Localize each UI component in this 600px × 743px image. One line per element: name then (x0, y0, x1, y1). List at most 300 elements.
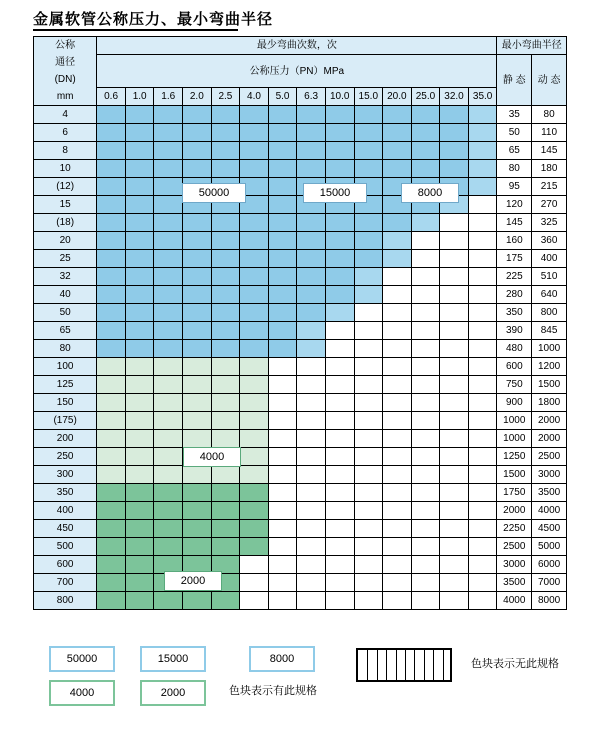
spec-cell (325, 322, 354, 340)
spec-cell (440, 304, 469, 322)
spec-cell (97, 286, 126, 304)
pn-header: 公称压力（PN）MPa (97, 55, 497, 88)
pn-value-header: 32.0 (440, 88, 469, 106)
spec-cell (97, 592, 126, 610)
dynamic-radius-cell: 400 (532, 250, 567, 268)
dynamic-radius-cell: 6000 (532, 556, 567, 574)
spec-cell (383, 124, 412, 142)
spec-cell (240, 592, 269, 610)
spec-cell (268, 214, 297, 232)
table-row (34, 412, 567, 430)
spec-cell (240, 466, 269, 484)
spec-cell (468, 484, 497, 502)
table-row (34, 142, 567, 160)
table-head (34, 37, 567, 106)
spec-cell (125, 448, 154, 466)
dynamic-radius-cell: 80 (532, 106, 567, 124)
legend (33, 636, 567, 716)
spec-cell (154, 448, 183, 466)
spec-cell (240, 430, 269, 448)
dynamic-radius-cell: 1000 (532, 340, 567, 358)
static-radius-cell: 95 (497, 178, 532, 196)
table-row (34, 394, 567, 412)
spec-cell (268, 322, 297, 340)
static-radius-cell: 4000 (497, 592, 532, 610)
spec-cell (354, 574, 383, 592)
dynamic-radius-cell: 3500 (532, 484, 567, 502)
spec-cell (97, 322, 126, 340)
spec-cell (354, 142, 383, 160)
spec-cell (240, 574, 269, 592)
spec-cell (297, 358, 326, 376)
dn-header-line2: 通径 (55, 57, 76, 68)
spec-cell (440, 484, 469, 502)
spec-cell (268, 358, 297, 376)
spec-cell (440, 520, 469, 538)
spec-cell (440, 430, 469, 448)
spec-cell (268, 304, 297, 322)
overlay-value-label: 8000 (401, 183, 459, 203)
spec-cell (125, 502, 154, 520)
spec-cell (183, 484, 212, 502)
spec-cell (468, 412, 497, 430)
spec-cell (268, 250, 297, 268)
static-radius-cell: 35 (497, 106, 532, 124)
static-radius-cell: 2250 (497, 520, 532, 538)
spec-cell (354, 502, 383, 520)
spec-cell (183, 322, 212, 340)
spec-cell (354, 376, 383, 394)
spec-cell (468, 214, 497, 232)
spec-cell (411, 160, 440, 178)
spec-cell (240, 142, 269, 160)
pn-value-header: 15.0 (354, 88, 383, 106)
spec-cell (468, 592, 497, 610)
spec-cell (325, 394, 354, 412)
spec-cell (411, 412, 440, 430)
header-row-1 (34, 37, 567, 55)
spec-cell (354, 340, 383, 358)
spec-cell (383, 142, 412, 160)
spec-cell (97, 556, 126, 574)
table-row (34, 466, 567, 484)
spec-cell (211, 232, 240, 250)
spec-cell (325, 160, 354, 178)
spec-cell (97, 124, 126, 142)
legend-swatch: 8000 (249, 646, 315, 672)
spec-cell (468, 160, 497, 178)
spec-cell (268, 502, 297, 520)
spec-cell (183, 340, 212, 358)
spec-cell (297, 160, 326, 178)
spec-cell (411, 574, 440, 592)
spec-cell (211, 268, 240, 286)
dynamic-radius-cell: 145 (532, 142, 567, 160)
spec-cell (383, 448, 412, 466)
spec-cell (440, 142, 469, 160)
spec-cell (468, 268, 497, 286)
dynamic-radius-cell: 2000 (532, 412, 567, 430)
spec-cell (240, 340, 269, 358)
spec-cell (211, 538, 240, 556)
static-radius-cell: 145 (497, 214, 532, 232)
spec-cell (468, 448, 497, 466)
legend-swatch: 2000 (140, 680, 206, 706)
spec-cell (97, 502, 126, 520)
static-radius-cell: 600 (497, 358, 532, 376)
spec-cell (297, 106, 326, 124)
spec-cell (297, 520, 326, 538)
spec-cell (125, 268, 154, 286)
static-radius-cell: 750 (497, 376, 532, 394)
table-body (34, 106, 567, 610)
spec-cell (268, 466, 297, 484)
spec-cell (383, 466, 412, 484)
spec-cell (154, 106, 183, 124)
spec-cell (411, 430, 440, 448)
spec-cell (297, 340, 326, 358)
spec-cell (154, 232, 183, 250)
table-row (34, 592, 567, 610)
spec-cell (154, 358, 183, 376)
spec-cell (211, 322, 240, 340)
spec-cell (268, 178, 297, 196)
static-radius-cell: 1000 (497, 412, 532, 430)
spec-cell (411, 556, 440, 574)
spec-cell (154, 160, 183, 178)
spec-cell (325, 232, 354, 250)
header-row-2 (34, 55, 567, 88)
table-row (34, 538, 567, 556)
spec-cell (154, 394, 183, 412)
spec-cell (325, 250, 354, 268)
legend-note-color: 色块表示有此规格 (229, 685, 317, 697)
spec-cell (383, 340, 412, 358)
legend-swatch: 15000 (140, 646, 206, 672)
spec-cell (154, 466, 183, 484)
spec-cell (268, 340, 297, 358)
spec-cell (268, 232, 297, 250)
spec-cell (97, 412, 126, 430)
spec-cell (440, 394, 469, 412)
pn-value-header: 5.0 (268, 88, 297, 106)
spec-cell (325, 466, 354, 484)
spec-cell (325, 358, 354, 376)
spec-cell (468, 538, 497, 556)
spec-cell (468, 358, 497, 376)
spec-cell (97, 520, 126, 538)
dn-cell: 500 (34, 538, 97, 556)
spec-cell (211, 502, 240, 520)
legend-grid-line (405, 650, 406, 680)
dynamic-radius-cell: 2500 (532, 448, 567, 466)
spec-cell (97, 304, 126, 322)
spec-cell (240, 304, 269, 322)
spec-cell (183, 520, 212, 538)
spec-cell (125, 286, 154, 304)
spec-cell (440, 502, 469, 520)
spec-cell (325, 214, 354, 232)
spec-cell (354, 412, 383, 430)
table-row (34, 376, 567, 394)
title-underline (33, 29, 238, 31)
spec-cell (154, 304, 183, 322)
spec-cell (125, 322, 154, 340)
spec-cell (211, 304, 240, 322)
dn-cell: 250 (34, 448, 97, 466)
spec-cell (211, 286, 240, 304)
spec-cell (125, 376, 154, 394)
bend-count-header: 最少弯曲次数，次 (97, 37, 497, 55)
dn-cell: (12) (34, 178, 97, 196)
spec-cell (297, 124, 326, 142)
legend-grid-line (433, 650, 434, 680)
spec-cell (154, 214, 183, 232)
spec-cell (440, 556, 469, 574)
spec-cell (125, 412, 154, 430)
spec-cell (211, 466, 240, 484)
spec-cell (240, 394, 269, 412)
static-radius-cell: 1000 (497, 430, 532, 448)
spec-cell (240, 322, 269, 340)
dynamic-radius-cell: 110 (532, 124, 567, 142)
dn-cell: 800 (34, 592, 97, 610)
spec-cell (468, 322, 497, 340)
spec-cell (183, 538, 212, 556)
spec-cell (440, 466, 469, 484)
spec-cell (125, 178, 154, 196)
static-radius-cell: 3000 (497, 556, 532, 574)
dynamic-radius-cell: 1500 (532, 376, 567, 394)
spec-cell (97, 106, 126, 124)
spec-cell (297, 394, 326, 412)
spec-cell (211, 430, 240, 448)
spec-cell (440, 214, 469, 232)
spec-cell (440, 268, 469, 286)
spec-cell (325, 268, 354, 286)
spec-cell (297, 484, 326, 502)
overlay-value-label: 50000 (182, 183, 246, 203)
dn-cell: 80 (34, 340, 97, 358)
spec-cell (411, 376, 440, 394)
spec-cell (354, 322, 383, 340)
spec-cell (240, 214, 269, 232)
spec-cell (440, 124, 469, 142)
spec-cell (440, 358, 469, 376)
legend-grid-line (386, 650, 387, 680)
spec-cell (354, 106, 383, 124)
spec-cell (354, 250, 383, 268)
dn-cell: 25 (34, 250, 97, 268)
spec-cell (154, 430, 183, 448)
table-row (34, 556, 567, 574)
spec-cell (240, 520, 269, 538)
dynamic-radius-cell: 4500 (532, 520, 567, 538)
spec-cell (183, 286, 212, 304)
spec-cell (411, 232, 440, 250)
dynamic-header: 动 态 (532, 55, 567, 106)
spec-cell (325, 430, 354, 448)
spec-cell (97, 268, 126, 286)
spec-cell (383, 592, 412, 610)
spec-cell (240, 484, 269, 502)
spec-cell (297, 412, 326, 430)
spec-cell (125, 196, 154, 214)
spec-cell (154, 322, 183, 340)
spec-cell (383, 214, 412, 232)
static-radius-cell: 175 (497, 250, 532, 268)
dynamic-radius-cell: 180 (532, 160, 567, 178)
spec-cell (325, 106, 354, 124)
spec-cell (154, 520, 183, 538)
overlay-value-label: 4000 (183, 447, 241, 467)
spec-cell (240, 448, 269, 466)
dynamic-radius-cell: 1200 (532, 358, 567, 376)
spec-cell (383, 106, 412, 124)
spec-cell (325, 142, 354, 160)
spec-cell (383, 574, 412, 592)
spec-cell (411, 340, 440, 358)
spec-cell (354, 448, 383, 466)
spec-cell (97, 232, 126, 250)
legend-grid-line (424, 650, 425, 680)
spec-cell (125, 232, 154, 250)
spec-cell (211, 142, 240, 160)
dn-header (34, 37, 97, 106)
spec-cell (154, 502, 183, 520)
spec-cell (354, 304, 383, 322)
spec-cell (411, 358, 440, 376)
legend-grid-line (396, 650, 397, 680)
spec-cell (125, 556, 154, 574)
dn-header-line3: (DN) (54, 74, 76, 85)
dn-cell: 200 (34, 430, 97, 448)
spec-cell (154, 412, 183, 430)
spec-cell (354, 358, 383, 376)
table-row (34, 196, 567, 214)
spec-cell (154, 250, 183, 268)
dynamic-radius-cell: 800 (532, 304, 567, 322)
static-radius-cell: 160 (497, 232, 532, 250)
static-radius-cell: 1500 (497, 466, 532, 484)
dynamic-radius-cell: 2000 (532, 430, 567, 448)
pn-value-header: 25.0 (411, 88, 440, 106)
spec-cell (240, 268, 269, 286)
spec-cell (268, 538, 297, 556)
spec-cell (440, 286, 469, 304)
spec-cell (297, 556, 326, 574)
dn-cell: 4 (34, 106, 97, 124)
table-row (34, 448, 567, 466)
spec-cell (297, 232, 326, 250)
spec-cell (354, 268, 383, 286)
static-radius-cell: 1750 (497, 484, 532, 502)
spec-cell (97, 538, 126, 556)
spec-cell (183, 394, 212, 412)
table-row (34, 124, 567, 142)
spec-cell (383, 484, 412, 502)
static-radius-cell: 3500 (497, 574, 532, 592)
spec-cell (211, 484, 240, 502)
spec-cell (183, 304, 212, 322)
table-row (34, 232, 567, 250)
spec-cell (411, 520, 440, 538)
spec-cell (183, 124, 212, 142)
static-header: 静 态 (497, 55, 532, 106)
spec-cell (240, 538, 269, 556)
pn-value-header: 1.0 (125, 88, 154, 106)
spec-cell (468, 196, 497, 214)
spec-cell (440, 250, 469, 268)
spec-cell (154, 538, 183, 556)
static-radius-cell: 2000 (497, 502, 532, 520)
pn-value-header: 35.0 (468, 88, 497, 106)
spec-cell (268, 448, 297, 466)
overlay-value-label: 15000 (303, 183, 367, 203)
spec-cell (183, 376, 212, 394)
spec-cell (297, 592, 326, 610)
spec-cell (268, 556, 297, 574)
spec-cell (411, 304, 440, 322)
spec-cell (297, 268, 326, 286)
spec-cell (325, 502, 354, 520)
spec-cell (411, 286, 440, 304)
table-row (34, 214, 567, 232)
spec-cell (325, 574, 354, 592)
spec-cell (268, 430, 297, 448)
dn-cell: 300 (34, 466, 97, 484)
spec-cell (240, 232, 269, 250)
spec-cell (154, 286, 183, 304)
table-row (34, 160, 567, 178)
spec-cell (211, 340, 240, 358)
dn-cell: (18) (34, 214, 97, 232)
pn-value-row (34, 88, 567, 106)
spec-cell (125, 574, 154, 592)
spec-cell (325, 412, 354, 430)
static-radius-cell: 350 (497, 304, 532, 322)
table-row (34, 502, 567, 520)
spec-cell (297, 376, 326, 394)
spec-cell (354, 394, 383, 412)
overlay-value-label: 2000 (164, 571, 222, 591)
spec-cell (240, 412, 269, 430)
dynamic-radius-cell: 640 (532, 286, 567, 304)
spec-cell (383, 358, 412, 376)
spec-cell (354, 556, 383, 574)
dn-cell: 6 (34, 124, 97, 142)
spec-cell (411, 142, 440, 160)
spec-cell (411, 322, 440, 340)
spec-cell (354, 160, 383, 178)
dynamic-radius-cell: 4000 (532, 502, 567, 520)
spec-cell (97, 160, 126, 178)
table-row (34, 574, 567, 592)
spec-cell (240, 286, 269, 304)
dn-cell: 150 (34, 394, 97, 412)
spec-cell (125, 340, 154, 358)
dynamic-radius-cell: 510 (532, 268, 567, 286)
spec-cell (468, 232, 497, 250)
table-row (34, 520, 567, 538)
spec-cell (354, 538, 383, 556)
spec-cell (268, 124, 297, 142)
legend-grid-line (414, 650, 415, 680)
spec-cell (154, 142, 183, 160)
spec-cell (183, 250, 212, 268)
spec-cell (183, 268, 212, 286)
spec-cell (125, 304, 154, 322)
